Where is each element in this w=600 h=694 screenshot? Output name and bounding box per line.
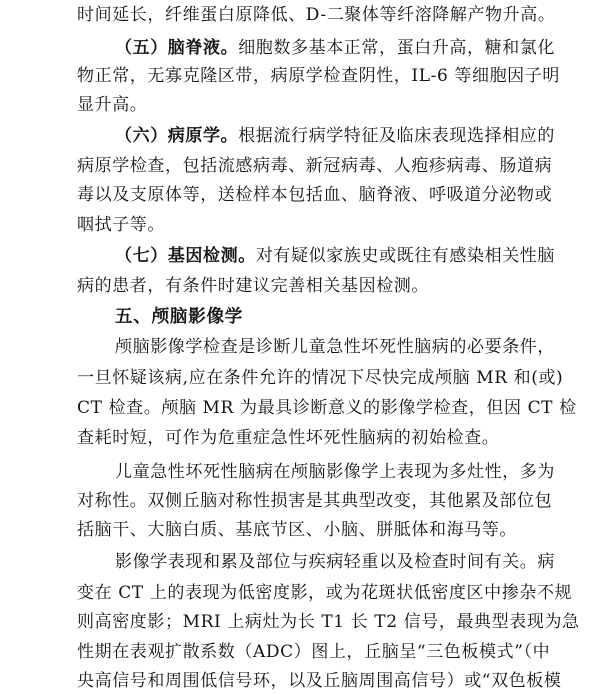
section-heading-imaging: 五、颅脑影像学: [115, 307, 244, 327]
body-text: 对有疑似家族史或既往有感染相关性脑: [255, 246, 556, 266]
body-line: 查耗时短，可作为危重症急性坏死性脑病的初始检查。: [77, 428, 500, 448]
body-line: 对称性。双侧丘脑对称性损害是其典型改变，其他累及部位包: [77, 491, 553, 511]
body-line: 则高密度影；MRI 上病灶为长 T1 长 T2 信号，最典型表现为急: [77, 612, 580, 632]
body-line: 咽拭子等。: [77, 215, 165, 235]
body-text: 根据流行病学特征及临床表现选择相应的: [238, 126, 556, 146]
section-heading-genetic: （七）基因检测。: [115, 246, 256, 266]
body-line: 时间延长，纤维蛋白原降低、D-二聚体等纤溶降解产物升高。: [77, 5, 556, 25]
csf-paragraph-line: [115, 38, 555, 58]
etiology-paragraph-line: [115, 126, 555, 146]
body-line: 央高信号和周围低信号环，以及丘脑周围高信号）或“双色板模: [77, 671, 562, 691]
body-line: 病原学检查，包括流感病毒、新冠病毒、人疱疹病毒、肠道病: [77, 156, 553, 176]
body-line: 毒以及支原体等，送检样本包括血、脑脊液、呼吸道分泌物或: [77, 185, 553, 205]
body-line: 括脑干、大脑白质、基底节区、小脑、胼胝体和海马等。: [77, 520, 517, 540]
body-line: 物正常，无寡克隆区带，病原学检查阴性，IL-6 等细胞因子明: [77, 66, 560, 86]
section-heading-csf: （五）脑脊液。: [115, 38, 239, 58]
body-line: 变在 CT 上的表现为低密度影，或为花斑状低密度区中掺杂不规: [77, 583, 573, 603]
body-line: 病的患者，有条件时建议完善相关基因检测。: [77, 276, 429, 296]
body-line: 儿童急性坏死性脑病在颅脑影像学上表现为多灶性，多为: [115, 462, 555, 482]
section-heading-etiology: （六）病原学。: [115, 126, 239, 146]
body-line: 性期在表观扩散系数（ADC）图上，丘脑呈“三色板模式”（中: [77, 642, 551, 662]
body-line: 显升高。: [77, 95, 148, 115]
body-line: 颅脑影像学检查是诊断儿童急性坏死性脑病的必要条件，: [115, 337, 555, 357]
body-line: 一旦怀疑该病,应在条件允许的情况下尽快完成颅脑 MR 和(或): [77, 368, 564, 388]
genetic-paragraph-line: [115, 246, 555, 266]
body-line: CT 检查。颅脑 MR 为最具诊断意义的影像学检查，但因 CT 检: [77, 398, 577, 418]
body-text: 细胞数多基本正常，蛋白升高，糖和氯化: [238, 38, 556, 58]
body-line: 影像学表现和累及部位与疾病轻重以及检查时间有关。病: [115, 552, 555, 572]
